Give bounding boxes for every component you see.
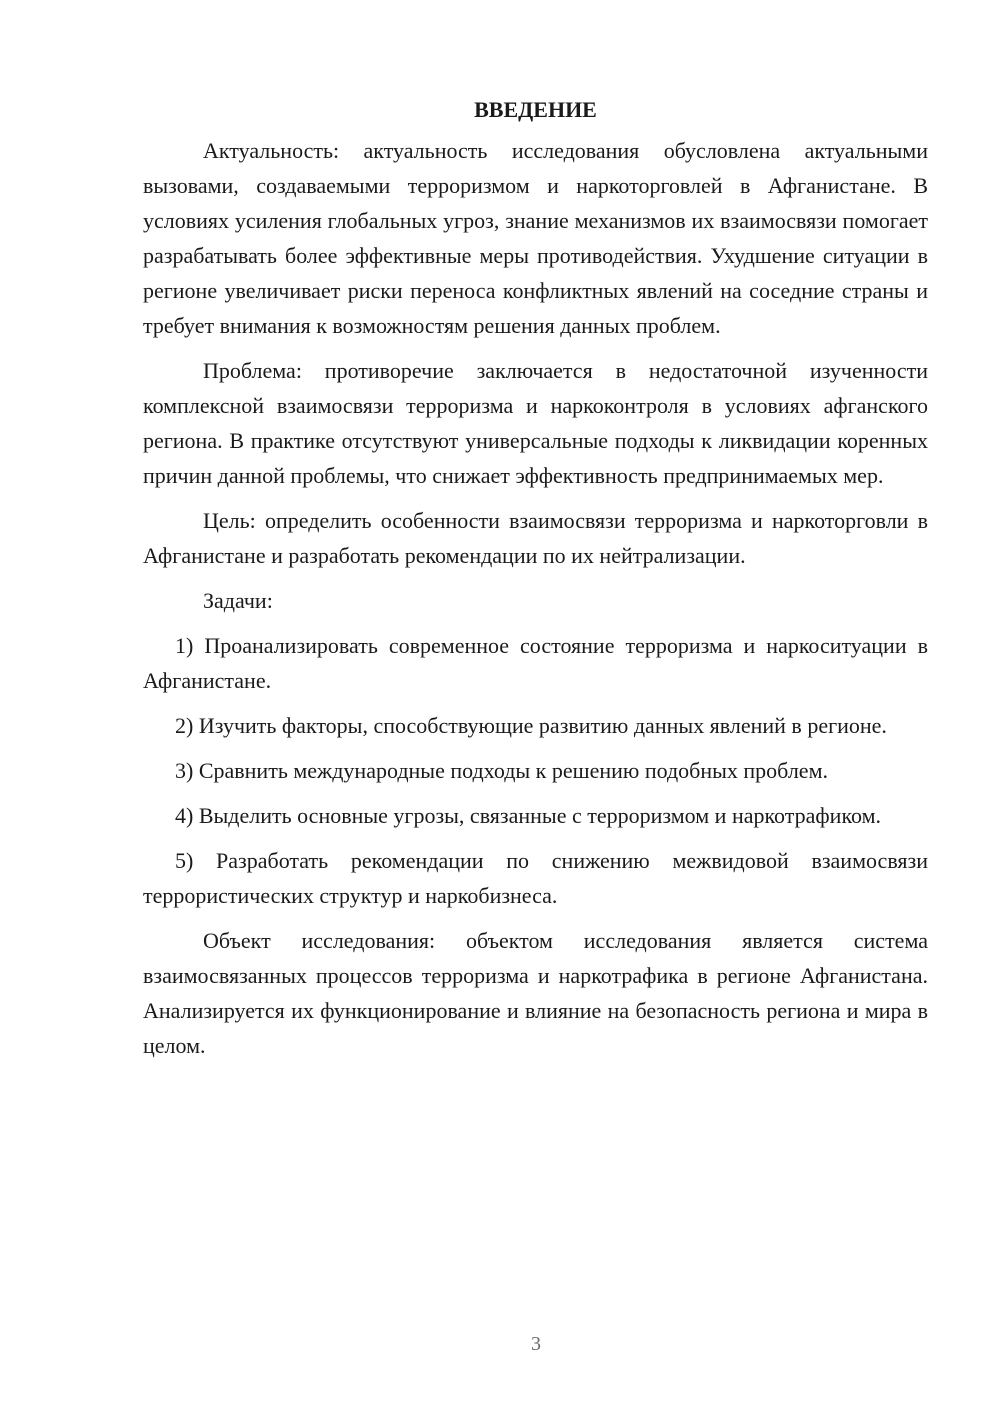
goal-paragraph: Цель: определить особенности взаимосвязи терроризма и наркоторговли в Афганистане и разработать рекомендации по их нейтрализации. (143, 508, 928, 568)
task-item-2: 2) Изучить факторы, способствующие развитию данных явлений в регионе. (175, 713, 887, 738)
document-page (143, 92, 928, 1073)
task-item-3: 3) Сравнить международные подходы к решению подобных проблем. (175, 758, 828, 783)
page-number: 3 (531, 1333, 541, 1355)
tasks-heading: Задачи: (203, 588, 273, 613)
task-item-1: 1) Проанализировать современное состояние терроризма и наркоситуации в Афганистане. (143, 633, 928, 693)
relevance-paragraph: Актуальность: актуальность исследования обусловлена актуальными вызовами, создаваемыми терроризмом и наркоторговлей в Афганистане. В условиях усиления глобальных угроз, знание механизмов их взаимосвязи помогает разрабатывать более эффективные меры противодействия. Ухудшение ситуации в регионе увеличивает риски переноса конфликтных явлений на соседние страны и требует внимания к возможностям решения данных проблем. (143, 138, 928, 338)
task-item-5: 5) Разработать рекомендации по снижению межвидовой взаимосвязи террористических структур и наркобизнеса. (143, 848, 928, 908)
task-item-4: 4) Выделить основные угрозы, связанные с терроризмом и наркотрафиком. (175, 803, 882, 828)
page-title: ВВЕДЕНИЕ (474, 97, 597, 122)
problem-paragraph: Проблема: противоречие заключается в недостаточной изученности комплексной взаимосвязи терроризма и наркоконтроля в условиях афганского региона. В практике отсутствуют универсальные подходы к ликвидации коренных причин данной проблемы, что снижает эффективность предпринимаемых мер. (143, 358, 928, 488)
object-paragraph: Объект исследования: объектом исследования является система взаимосвязанных процессов терроризма и наркотрафика в регионе Афганистана. Анализируется их функционирование и влияние на безопасность региона и мира в целом. (143, 928, 928, 1058)
